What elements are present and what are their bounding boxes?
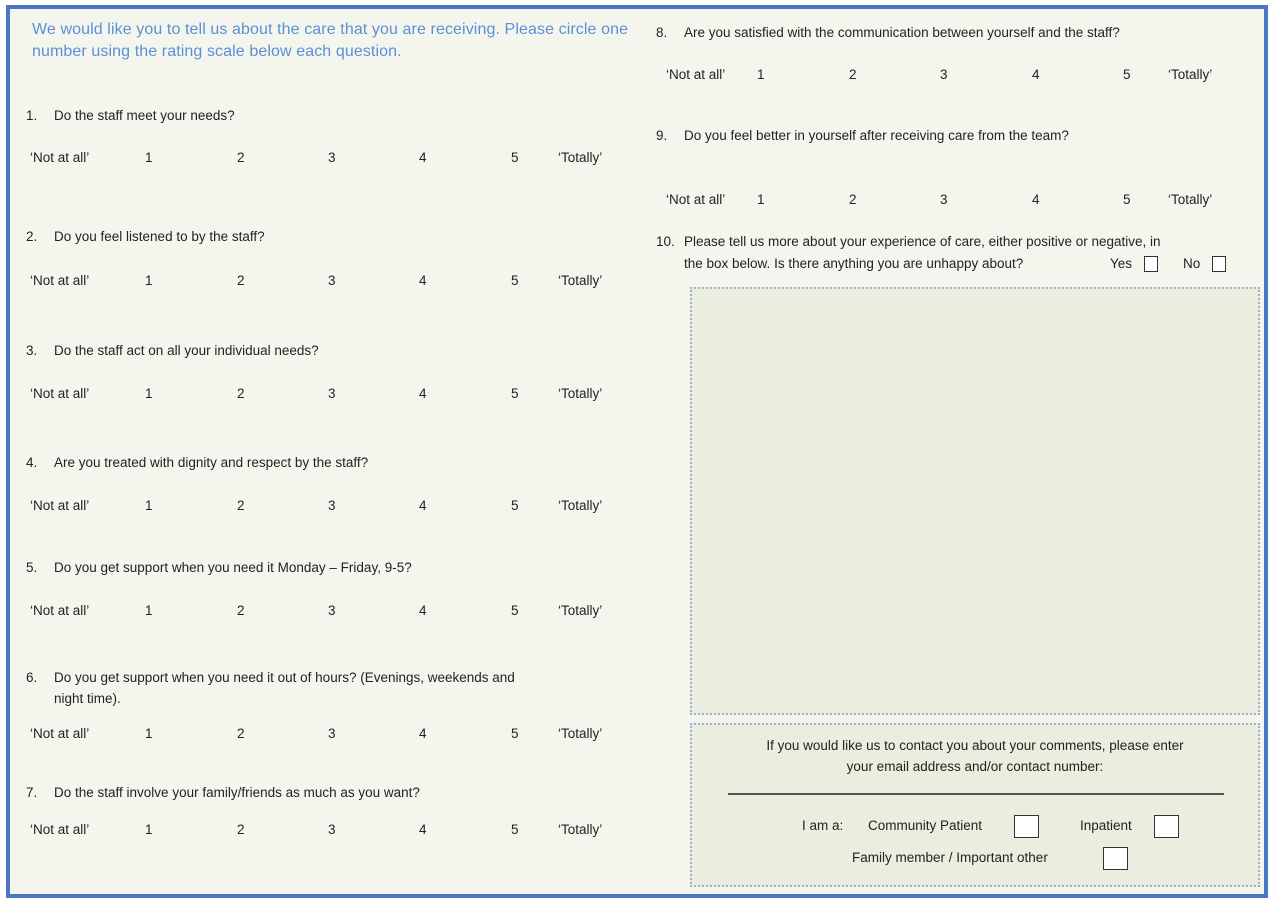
rating-1[interactable]: 1 <box>757 67 765 82</box>
scale-high-label: ‘Totally’ <box>558 498 603 513</box>
question-10 <box>656 231 1266 275</box>
scale-high-label: ‘Totally’ <box>558 603 603 618</box>
rating-scale-3 <box>30 386 630 406</box>
question-text: Do the staff meet your needs? <box>54 108 235 123</box>
intro-text: We would like you to tell us about the care that you are receiving. Please circle one number using the rating scale below each question. <box>32 21 629 60</box>
question-number: 5. <box>26 560 38 575</box>
question-text: Are you treated with dignity and respect by the staff? <box>54 455 369 470</box>
question-text: Do you get support when you need it out of hours? (Evenings, weekends and <box>54 670 515 685</box>
rating-5[interactable]: 5 <box>511 603 519 618</box>
rating-1[interactable]: 1 <box>145 386 153 401</box>
inpatient-label: Inpatient <box>1080 818 1132 833</box>
question-text: Are you satisfied with the communication between yourself and the staff? <box>684 25 1120 40</box>
question-text: Do the staff involve your family/friends as much as you want? <box>54 785 420 800</box>
scale-low-label: ‘Not at all’ <box>30 150 90 165</box>
rating-scale-8 <box>666 67 1266 87</box>
rating-4[interactable]: 4 <box>419 150 427 165</box>
scale-high-label: ‘Totally’ <box>558 273 603 288</box>
rating-scale-1 <box>30 150 630 170</box>
scale-low-label: ‘Not at all’ <box>30 386 90 401</box>
contact-instructions <box>692 735 1258 777</box>
rating-1[interactable]: 1 <box>145 498 153 513</box>
rating-scale-5 <box>30 603 630 623</box>
rating-5[interactable]: 5 <box>511 386 519 401</box>
rating-2[interactable]: 2 <box>237 822 245 837</box>
scale-low-label: ‘Not at all’ <box>666 67 726 82</box>
question-text: Do the staff act on all your individual needs? <box>54 343 319 358</box>
question-number: 3. <box>26 343 38 358</box>
rating-4[interactable]: 4 <box>419 726 427 741</box>
rating-3[interactable]: 3 <box>328 498 336 513</box>
rating-4[interactable]: 4 <box>419 603 427 618</box>
rating-1[interactable]: 1 <box>145 726 153 741</box>
rating-2[interactable]: 2 <box>849 67 857 82</box>
rating-scale-4 <box>30 498 630 518</box>
scale-high-label: ‘Totally’ <box>558 822 603 837</box>
contact-line-2: your email address and/or contact number: <box>846 759 1104 774</box>
rating-3[interactable]: 3 <box>328 386 336 401</box>
rating-2[interactable]: 2 <box>237 603 245 618</box>
rating-2[interactable]: 2 <box>849 192 857 207</box>
rating-scale-6 <box>30 726 630 746</box>
question-text: Please tell us more about your experience of care, either positive or negative, in <box>684 234 1161 249</box>
rating-5[interactable]: 5 <box>511 150 519 165</box>
scale-high-label: ‘Totally’ <box>558 150 603 165</box>
no-label: No <box>1183 256 1201 271</box>
scale-high-label: ‘Totally’ <box>558 726 603 741</box>
feedback-form <box>6 5 1268 898</box>
comment-textbox[interactable] <box>690 287 1260 715</box>
i-am-label: I am a: <box>802 818 844 833</box>
rating-5[interactable]: 5 <box>511 273 519 288</box>
question-text: Do you feel better in yourself after receiving care from the team? <box>684 128 1069 143</box>
rating-2[interactable]: 2 <box>237 273 245 288</box>
scale-high-label: ‘Totally’ <box>1168 67 1213 82</box>
yes-checkbox[interactable] <box>1144 256 1158 272</box>
inpatient-checkbox[interactable] <box>1154 815 1179 838</box>
scale-high-label: ‘Totally’ <box>1168 192 1213 207</box>
rating-2[interactable]: 2 <box>237 498 245 513</box>
yes-label: Yes <box>1110 256 1133 271</box>
contact-entry-line[interactable] <box>728 793 1224 795</box>
rating-2[interactable]: 2 <box>237 726 245 741</box>
community-patient-checkbox[interactable] <box>1014 815 1039 838</box>
scale-low-label: ‘Not at all’ <box>30 498 90 513</box>
scale-low-label: ‘Not at all’ <box>30 603 90 618</box>
rating-3[interactable]: 3 <box>328 273 336 288</box>
rating-scale-2 <box>30 273 630 293</box>
family-member-checkbox[interactable] <box>1103 847 1128 870</box>
rating-3[interactable]: 3 <box>328 150 336 165</box>
question-text: Do you feel listened to by the staff? <box>54 229 265 244</box>
question-number: 2. <box>26 229 38 244</box>
rating-5[interactable]: 5 <box>511 822 519 837</box>
rating-scale-9 <box>666 192 1266 212</box>
question-number: 4. <box>26 455 38 470</box>
question-text-line2: the box below. Is there anything you are unhappy about? <box>684 256 1024 271</box>
scale-low-label: ‘Not at all’ <box>30 726 90 741</box>
rating-1[interactable]: 1 <box>145 150 153 165</box>
rating-1[interactable]: 1 <box>145 273 153 288</box>
rating-1[interactable]: 1 <box>145 822 153 837</box>
community-patient-label: Community Patient <box>868 818 983 833</box>
contact-line-1: If you would like us to contact you about your comments, please enter <box>766 738 1184 753</box>
rating-5[interactable]: 5 <box>511 498 519 513</box>
question-number: 8. <box>656 25 668 40</box>
rating-3[interactable]: 3 <box>328 726 336 741</box>
question-text-line2: night time). <box>54 691 121 706</box>
rating-1[interactable]: 1 <box>145 603 153 618</box>
rating-1[interactable]: 1 <box>757 192 765 207</box>
rating-5[interactable]: 5 <box>1123 192 1131 207</box>
question-number: 7. <box>26 785 38 800</box>
rating-4[interactable]: 4 <box>419 822 427 837</box>
question-number: 10. <box>656 234 675 249</box>
scale-low-label: ‘Not at all’ <box>30 822 90 837</box>
scale-high-label: ‘Totally’ <box>558 386 603 401</box>
rating-2[interactable]: 2 <box>237 386 245 401</box>
rating-5[interactable]: 5 <box>511 726 519 741</box>
rating-4[interactable]: 4 <box>419 386 427 401</box>
rating-3[interactable]: 3 <box>328 603 336 618</box>
rating-4[interactable]: 4 <box>419 498 427 513</box>
rating-scale-7 <box>30 822 630 842</box>
no-checkbox[interactable] <box>1212 256 1226 272</box>
scale-low-label: ‘Not at all’ <box>666 192 726 207</box>
question-number: 9. <box>656 128 668 143</box>
question-number: 1. <box>26 108 38 123</box>
question-6 <box>26 667 626 711</box>
question-text: Do you get support when you need it Monday – Friday, 9-5? <box>54 560 412 575</box>
contact-section <box>690 723 1260 887</box>
rating-4[interactable]: 4 <box>419 273 427 288</box>
rating-4[interactable]: 4 <box>1032 192 1040 207</box>
rating-2[interactable]: 2 <box>237 150 245 165</box>
family-member-label: Family member / Important other <box>852 850 1048 865</box>
rating-3[interactable]: 3 <box>940 67 948 82</box>
scale-low-label: ‘Not at all’ <box>30 273 90 288</box>
rating-5[interactable]: 5 <box>1123 67 1131 82</box>
rating-4[interactable]: 4 <box>1032 67 1040 82</box>
question-number: 6. <box>26 670 38 685</box>
rating-3[interactable]: 3 <box>940 192 948 207</box>
rating-3[interactable]: 3 <box>328 822 336 837</box>
